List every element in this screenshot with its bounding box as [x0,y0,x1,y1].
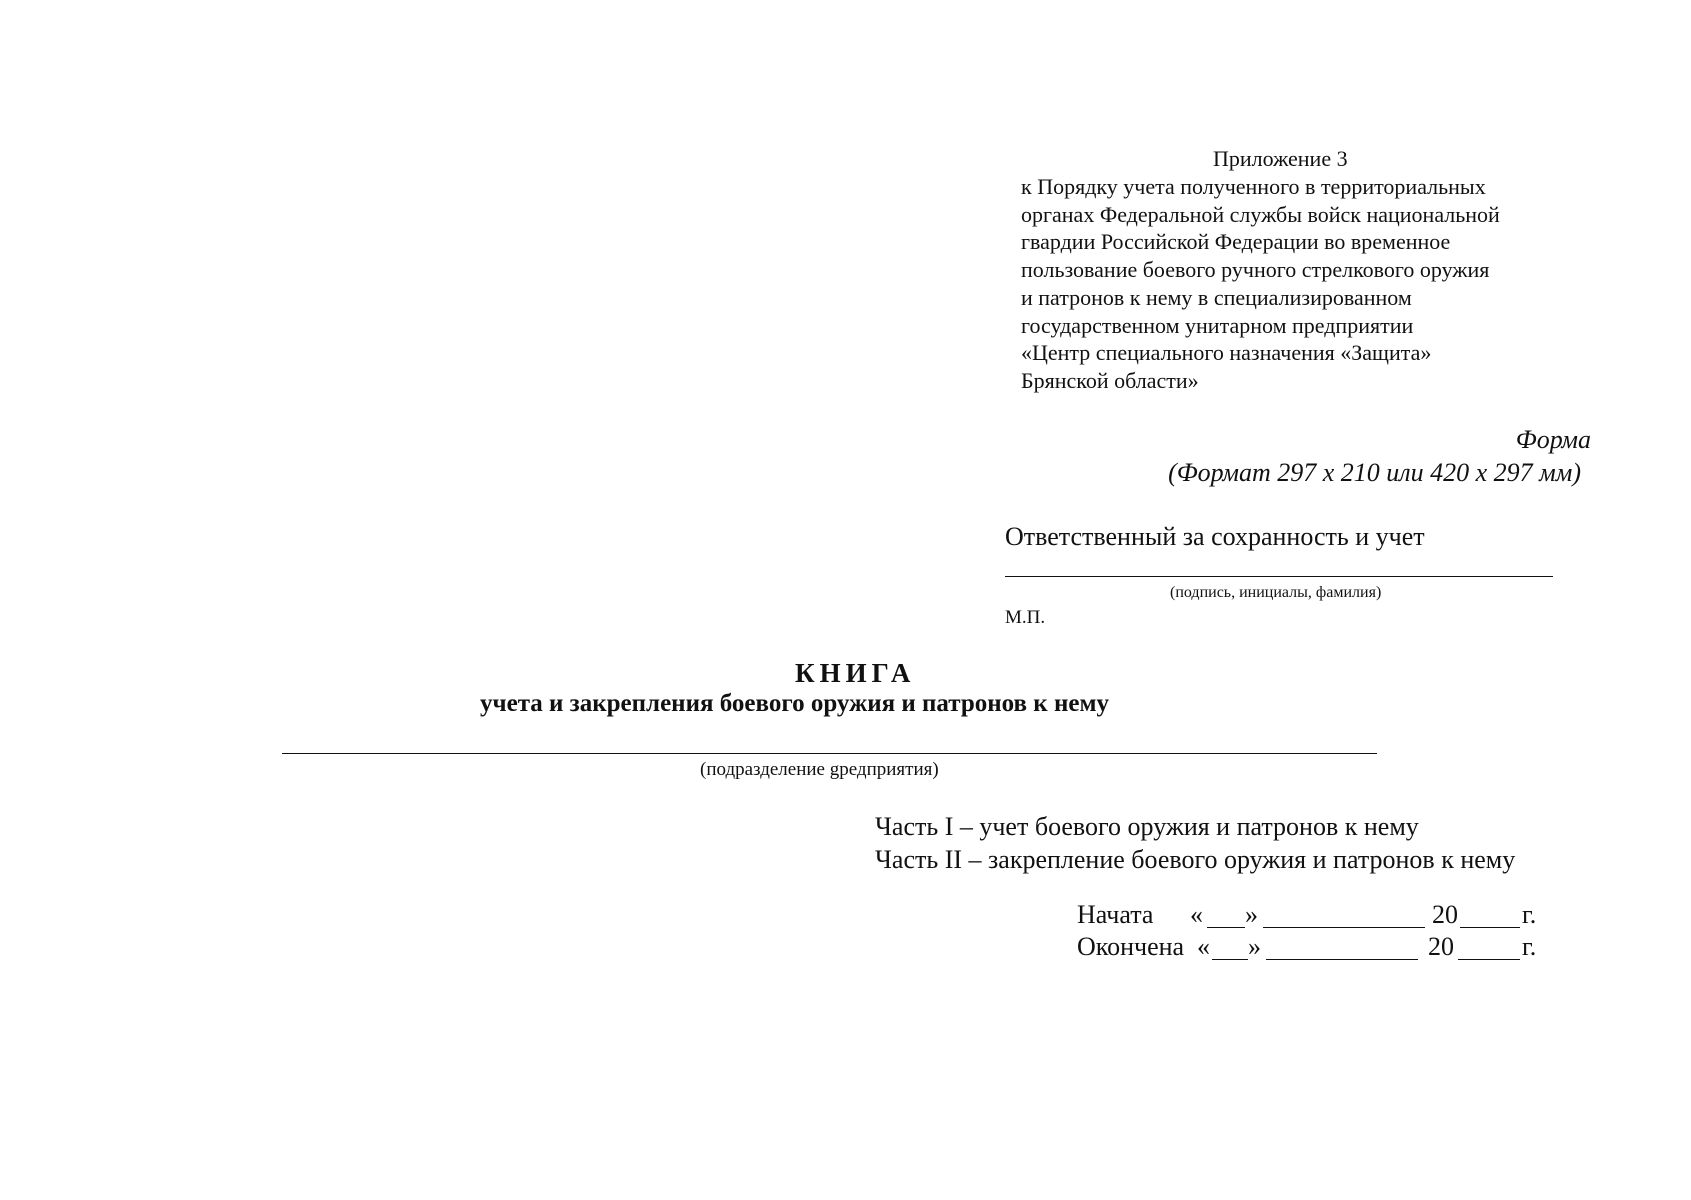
date-ended-row [1077,932,1577,964]
close-quote: » [1245,900,1258,929]
day-blank[interactable] [1212,959,1248,960]
date-started-label: Начата [1077,900,1154,929]
part-two: Часть II – закрепление боевого оружия и патронов к нему [875,845,1516,874]
form-format: (Формат 297 х 210 или 420 х 297 мм) [1168,458,1581,487]
appendix-title: Приложение 3 [1213,146,1348,171]
open-quote: « [1190,900,1203,929]
close-quote: » [1248,932,1261,961]
appendix-line: Брянской области» [1021,367,1199,393]
appendix-reference [1021,173,1500,395]
date-started-row [1077,900,1577,932]
open-quote: « [1197,932,1210,961]
year-prefix: 20 [1428,932,1454,961]
appendix-line: пользование боевого ручного стрелкового оружия [1021,257,1490,283]
book-title: КНИГА [795,658,916,688]
date-ended-label: Окончена [1077,932,1185,961]
year-suffix: г. [1522,900,1537,929]
signature-line[interactable] [1005,576,1553,577]
year-blank[interactable] [1458,959,1520,960]
stamp-place: М.П. [1005,607,1046,628]
form-label: Форма [1515,425,1591,454]
appendix-line: и патронов к нему в специализированном [1021,284,1412,310]
month-blank[interactable] [1263,927,1425,928]
subdivision-caption: (подразделение gредприятия) [700,759,939,780]
appendix-line: органах Федеральной службы войск национальной [1021,201,1500,227]
year-suffix: г. [1522,932,1537,961]
day-blank[interactable] [1207,927,1245,928]
responsible-label: Ответственный за сохранность и учет [1005,522,1425,551]
subdivision-line[interactable] [282,753,1377,754]
appendix-line: гвардии Российской Федерации во временное [1021,229,1451,255]
appendix-line: к Порядку учета полученного в территориальных [1021,174,1486,199]
month-blank[interactable] [1266,959,1418,960]
year-blank[interactable] [1460,927,1520,928]
part-one: Часть I – учет боевого оружия и патронов к нему [875,812,1419,841]
year-prefix: 20 [1432,900,1458,929]
appendix-line: государственном унитарном предприятии [1021,312,1414,338]
appendix-line: «Центр специального назначения «Защита» [1021,340,1432,366]
signature-caption: (подпись, инициалы, фамилия) [1170,584,1382,601]
book-subtitle: учета и закрепления боевого оружия и патронов к нему [480,690,1109,717]
